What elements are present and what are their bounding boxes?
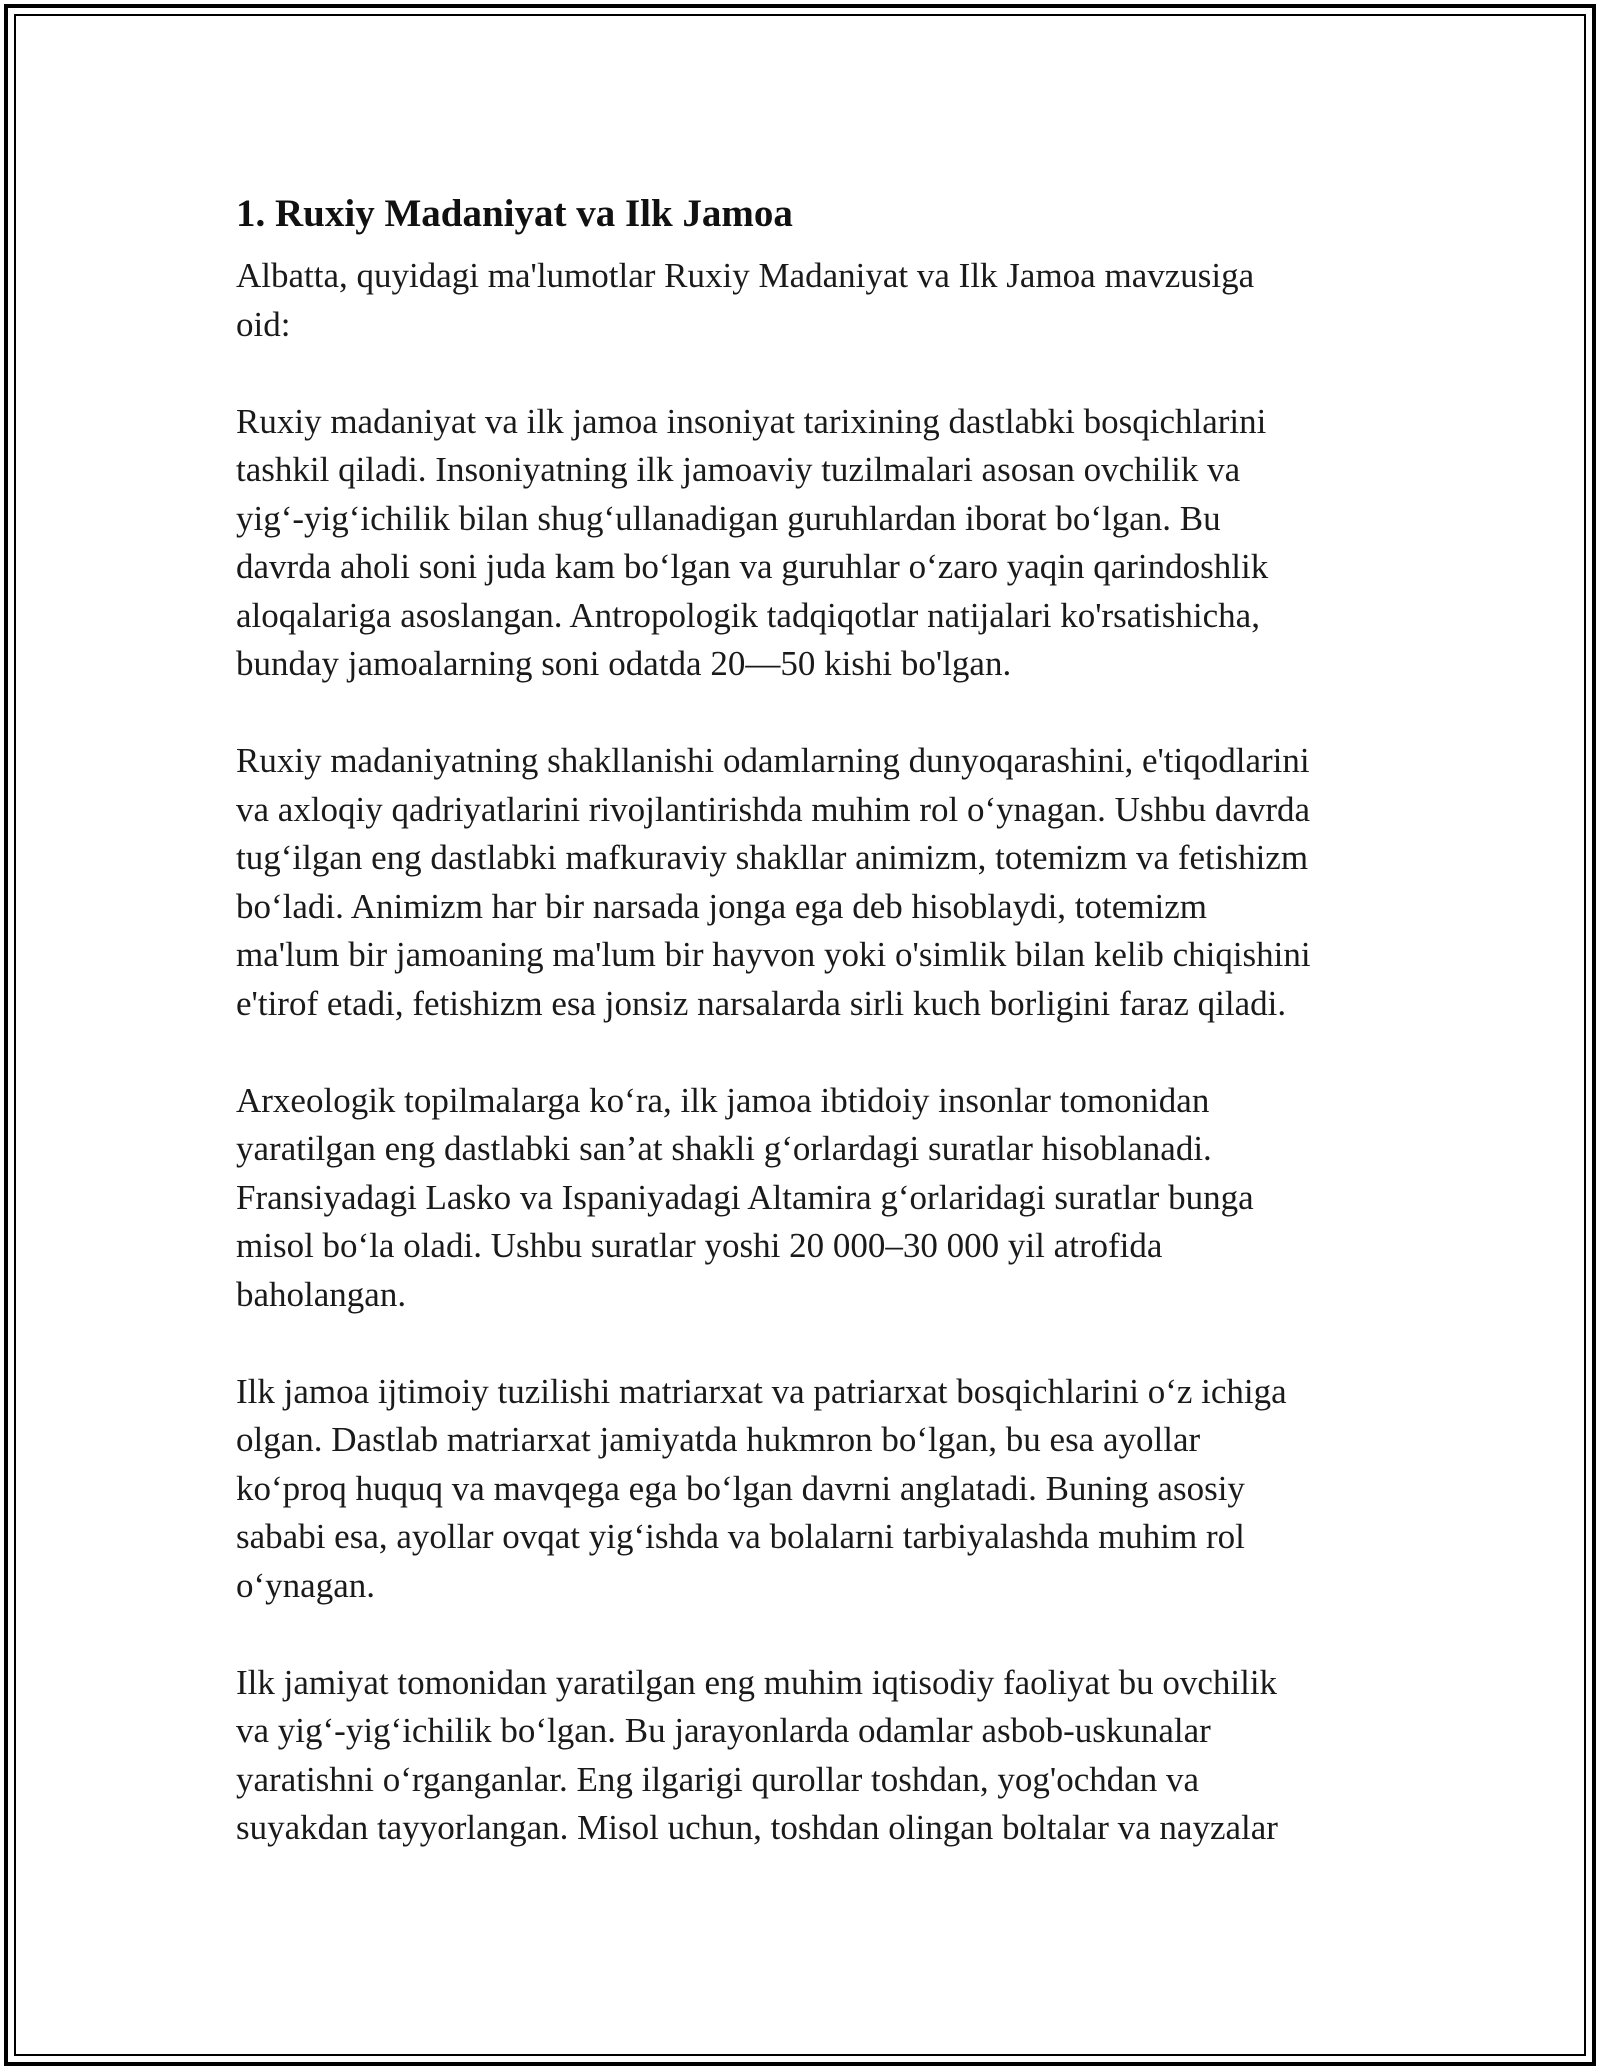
text-line: yig‘-yig‘ichilik bilan shug‘ullanadigan guruhlardan iborat bo‘lgan. Bu: [236, 498, 1221, 538]
text-line: Albatta, quyidagi ma'lumotlar Ruxiy Madaniyat va Ilk Jamoa mavzusiga: [236, 256, 1255, 295]
text-line: Ruxiy madaniyat va ilk jamoa insoniyat tarixining dastlabki bosqichlarini: [236, 401, 1267, 441]
text-line: baholangan.: [236, 1274, 407, 1314]
paragraph-economy: [236, 1659, 1366, 1853]
paragraph-cave-art: [236, 1077, 1366, 1320]
text-line: bunday jamoalarning soni odatda 20—50 kishi bo'lgan.: [236, 644, 1012, 683]
text-line: olgan. Dastlab matriarxat jamiyatda hukmron bo‘lgan, bu esa ayollar: [236, 1420, 1201, 1459]
document-content: [236, 186, 1366, 1901]
text-line: ko‘proq huquq va mavqega ega bo‘lgan davrni anglatadi. Buning asosiy: [236, 1468, 1245, 1508]
text-line: o‘ynagan.: [236, 1565, 375, 1605]
text-line: yaratishni o‘rganganlar. Eng ilgarigi qurollar toshdan, yog'ochdan va: [236, 1759, 1200, 1799]
text-line: tug‘ilgan eng dastlabki mafkuraviy shakllar animizm, totemizm va fetishizm: [236, 838, 1309, 877]
section-heading: 1. Ruxiy Madaniyat va Ilk Jamoa: [236, 192, 793, 235]
paragraph-social-structure: [236, 1368, 1366, 1611]
paragraph-beliefs: [236, 737, 1366, 1028]
text-line: sababi esa, ayollar ovqat yig‘ishda va bolalarni tarbiyalashda muhim rol: [236, 1517, 1245, 1556]
paragraph-communities: [236, 398, 1366, 689]
text-line: va yig‘-yig‘ichilik bo‘lgan. Bu jarayonlarda odamlar asbob-uskunalar: [236, 1711, 1211, 1750]
text-line: e'tirof etadi, fetishizm esa jonsiz narsalarda sirli kuch borligini faraz qiladi.: [236, 983, 1287, 1023]
text-line: Fransiyadagi Lasko va Ispaniyadagi Altamira g‘orlaridagi suratlar bunga: [236, 1177, 1254, 1217]
text-line: yaratilgan eng dastlabki san’at shakli g‘orlardagi suratlar hisoblanadi.: [236, 1129, 1212, 1168]
text-line: va axloqiy qadriyatlarini rivojlantirishda muhim rol o‘ynagan. Ushbu davrda: [236, 789, 1311, 829]
text-line: suyakdan tayyorlangan. Misol uchun, toshdan olingan boltalar va nayzalar: [236, 1808, 1278, 1847]
text-line: misol bo‘la oladi. Ushbu suratlar yoshi 20 000–30 000 yil atrofida: [236, 1226, 1163, 1265]
text-line: davrda aholi soni juda kam bo‘lgan va guruhlar o‘zaro yaqin qarindoshlik: [236, 547, 1269, 586]
text-line: Arxeologik topilmalarga ko‘ra, ilk jamoa ibtidoiy insonlar tomonidan: [236, 1080, 1210, 1120]
paragraph-intro: [236, 252, 1366, 349]
text-line: oid:: [236, 304, 291, 344]
text-line: bo‘ladi. Animizm har bir narsada jonga ega deb hisoblaydi, totemizm: [236, 886, 1207, 926]
text-line: Ilk jamoa ijtimoiy tuzilishi matriarxat va patriarxat bosqichlarini o‘z ichiga: [236, 1371, 1287, 1411]
text-line: Ruxiy madaniyatning shakllanishi odamlarning dunyoqarashini, e'tiqodlarini: [236, 741, 1310, 780]
text-line: Ilk jamiyat tomonidan yaratilgan eng muhim iqtisodiy faoliyat bu ovchilik: [236, 1662, 1278, 1702]
text-line: tashkil qiladi. Insoniyatning ilk jamoaviy tuzilmalari asosan ovchilik va: [236, 450, 1241, 489]
text-line: aloqalariga asoslangan. Antropologik tadqiqotlar natijalari ko'rsatishicha,: [236, 595, 1260, 635]
text-line: ma'lum bir jamoaning ma'lum bir hayvon yoki o'simlik bilan kelib chiqishini: [236, 935, 1311, 974]
